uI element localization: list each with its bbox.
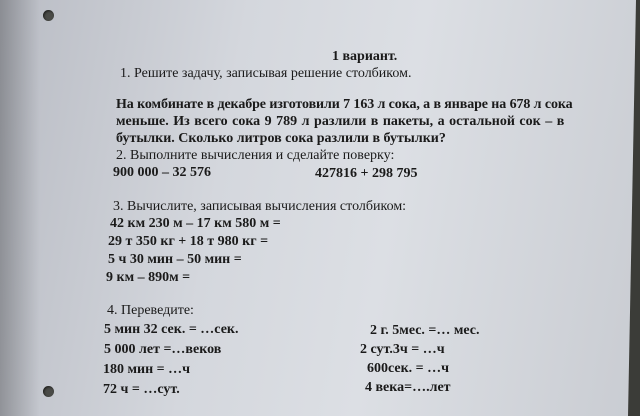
task1-problem-line: меньше. Из всего сока 9 789 л разлили в пакеты, а остальной сок – в — [116, 114, 565, 129]
punch-hole — [43, 10, 54, 21]
task4-left-item: 72 ч = …сут. — [103, 382, 180, 397]
task3-item: 5 ч 30 мин – 50 мин = — [108, 252, 242, 267]
task4-left-item: 5 мин 32 сек. = …сек. — [104, 322, 239, 337]
task3-item: 29 т 350 кг + 18 т 980 кг = — [108, 234, 269, 249]
task2-expression-right: 427816 + 298 795 — [315, 166, 418, 181]
paper-shadow — [0, 0, 40, 416]
task1-problem-line: бутылки. Сколько литров сока разлили в бутылки? — [116, 131, 446, 146]
task2-title: 2. Выполните вычисления и сделайте поверку: — [116, 148, 395, 163]
task4-right-item: 600сек. = …ч — [367, 361, 450, 376]
task4-left-item: 5 000 лет =…веков — [104, 342, 222, 357]
task1-title: 1. Решите задачу, записывая решение столбиком. — [120, 66, 412, 81]
task4-right-item: 2 сут.3ч = …ч — [360, 342, 445, 357]
punch-hole — [43, 386, 54, 397]
variant-heading: 1 вариант. — [332, 49, 398, 64]
task2-expression-left: 900 000 – 32 576 — [113, 165, 211, 180]
task4-title: 4. Переведите: — [107, 303, 194, 318]
task4-left-item: 180 мин = …ч — [103, 362, 191, 377]
task1-problem-line: На комбинате в декабре изготовили 7 163 л сока, а в январе на 678 л сока — [116, 97, 573, 112]
task3-title: 3. Вычислите, записывая вычисления столбиком: — [113, 199, 407, 214]
task3-item: 42 км 230 м – 17 км 580 м = — [110, 216, 281, 231]
task4-right-item: 4 века=….лет — [365, 380, 451, 395]
task4-right-item: 2 г. 5мес. =… мес. — [370, 323, 480, 338]
task3-item: 9 км – 890м = — [106, 270, 191, 285]
